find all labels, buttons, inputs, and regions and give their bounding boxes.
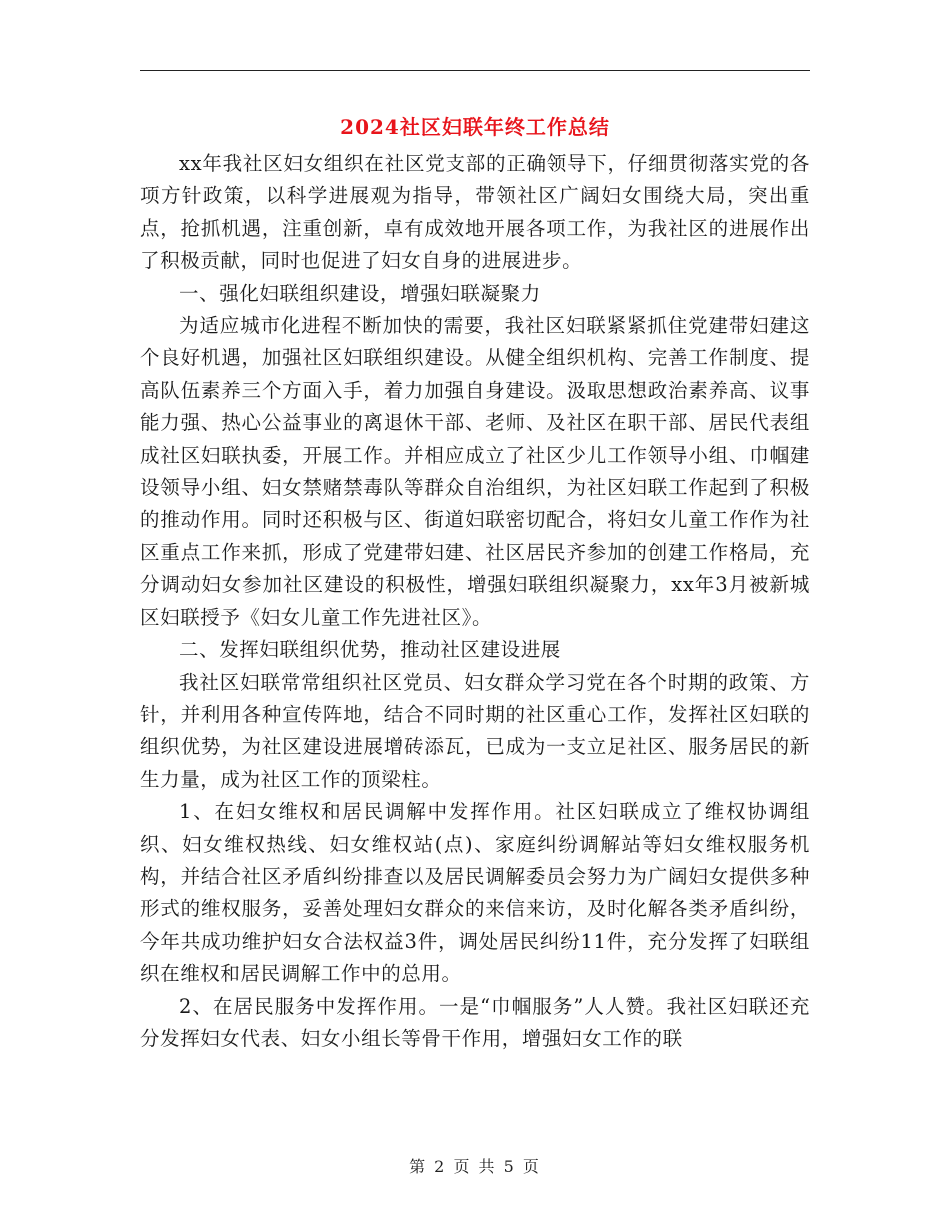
section-heading-2: 二、发挥妇联组织优势，推动社区建设进展 — [179, 638, 561, 662]
paragraph-item-2: 2、在居民服务中发挥作用。一是“巾帼服务”人人赞。我社区妇联还充分发挥妇女代表、妇女小组长等骨干作用，增强妇女工作的联 — [140, 994, 810, 1050]
document-title: 2024社区妇联年终工作总结 — [340, 115, 610, 139]
paragraph-intro: xx年我社区妇女组织在社区党支部的正确领导下，仔细贯彻落实党的各项方针政策，以科学进展观为指导，带领社区广阔妇女围绕大局，突出重点，抢抓机遇，注重创新，卓有成效地开展各项工作，为我社区的进展作出了积极贡献，同时也促进了妇女自身的进展进步。 — [140, 152, 810, 273]
paragraph-item-1: 1、在妇女维权和居民调解中发挥作用。社区妇联成立了维权协调组织、妇女维权热线、妇女维权站(点)、家庭纠纷调解站等妇女维权服务机构，并结合社区矛盾纠纷排查以及居民调解委员会努力为广阔妇女提供多种形式的维权服务，妥善处理妇女群众的来信来访，及时化解各类矛盾纠纷，今年共成功维护妇女合法权益3件，调处居民纠纷11件，充分发挥了妇联组织在维权和居民调解工作中的总用。 — [140, 800, 810, 986]
page-number-footer: 第 2 页 共 5 页 — [409, 1157, 541, 1176]
paragraph-section-2: 我社区妇联常常组织社区党员、妇女群众学习党在各个时期的政策、方针，并利用各种宣传阵地，结合不同时期的社区重心工作，发挥社区妇联的组织优势，为社区建设进展增砖添瓦，已成为一支立足社区、服务居民的新生力量，成为社区工作的顶梁柱。 — [140, 670, 810, 791]
document-body — [140, 148, 810, 1055]
section-heading-1: 一、强化妇联组织建设，增强妇联凝聚力 — [179, 281, 541, 305]
paragraph-section-1: 为适应城市化进程不断加快的需要，我社区妇联紧紧抓住党建带妇建这个良好机遇，加强社区妇联组织建设。从健全组织机构、完善工作制度、提高队伍素养三个方面入手，着力加强自身建设。汲取思想政治素养高、议事能力强、热心公益事业的离退休干部、老师、及社区在职干部、居民代表组成社区妇联执委，开展工作。并相应成立了社区少儿工作领导小组、巾帼建设领导小组、妇女禁赌禁毒队等群众自治组织，为社区妇联工作起到了积极的推动作用。同时还积极与区、街道妇联密切配合，将妇女儿童工作作为社区重点工作来抓，形成了党建带妇建、社区居民齐参加的创建工作格局，充分调动妇女参加社区建设的积极性，增强妇联组织凝聚力，xx年3月被新城区妇联授予《妇女儿童工作先进社区》。 — [140, 314, 810, 629]
header-rule — [140, 70, 810, 71]
